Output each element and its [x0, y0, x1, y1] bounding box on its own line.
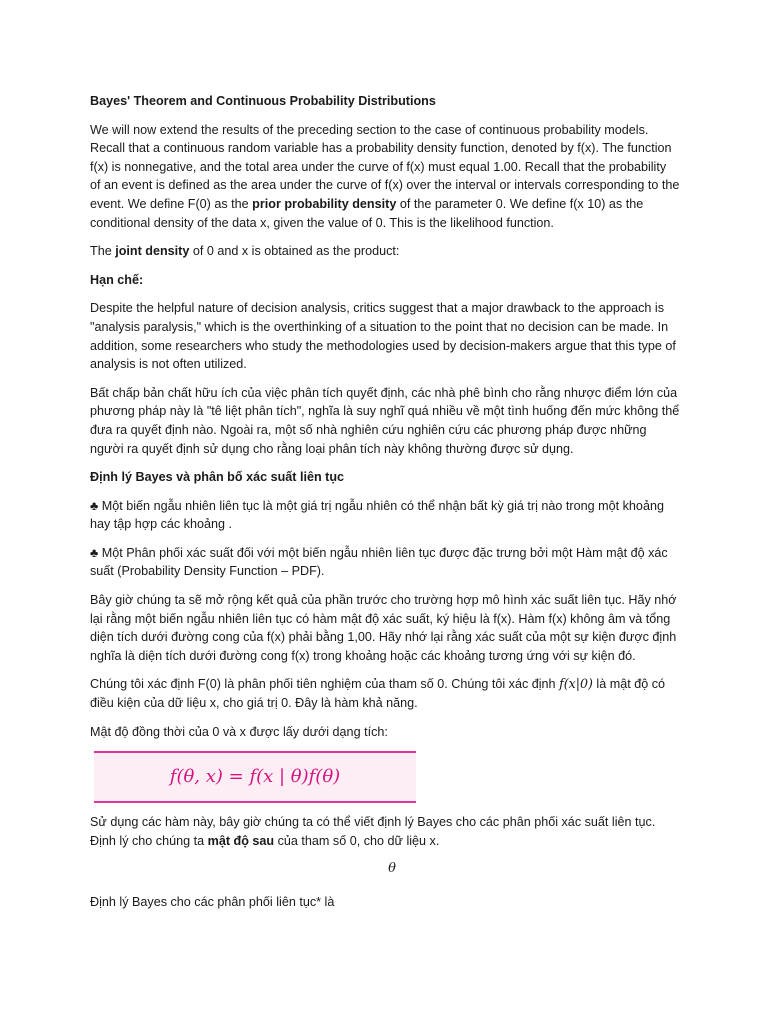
- intro-paragraph: [90, 121, 680, 233]
- prior-density-term: prior probability density: [252, 196, 397, 211]
- limitations-paragraph-vi: Bất chấp bản chất hữu ích của việc phân tích quyết định, các nhà phê bình cho rằng nhược điểm lớn của phương pháp này là "tê liệt phân tích", nghĩa là suy nghĩ quá nhiều về một tình huống đến mức không thể đưa ra quyết định nào. Ngoài ra, một số nhà nghiên cứu nghiên cứu các phương pháp được những người ra quyết định sử dụng cho rằng loại phân tích này không thường được sử dụng.: [90, 385, 680, 456]
- vi-joint-paragraph: Mật độ đồng thời của 0 và x được lấy dưới dạng tích:: [90, 724, 388, 739]
- limitations-heading: Hạn chế:: [90, 272, 144, 287]
- joint-text-b: of 0 and x is obtained as the product:: [189, 244, 400, 259]
- vi-bayes-paragraph: [90, 813, 680, 850]
- joint-density-paragraph: [90, 242, 680, 261]
- joint-text-a: The: [90, 244, 116, 259]
- section-title: Bayes' Theorem and Continuous Probability Distributions: [90, 94, 436, 108]
- vi-intro-paragraph: Bây giờ chúng ta sẽ mở rộng kết quả của phần trước cho trường hợp mô hình xác suất liên tục. Hãy nhớ lại rằng một biến ngẫu nhiên liên tục có hàm mật độ xác suất, ký hiệu là f(x). Hàm f(x) không âm và tổng diện tích dưới đường cong của f(x) phải bằng 1,00. Hãy nhớ lại rằng xác suất của một sự kiện được định nghĩa là diện tích dưới đường cong f(x) trong khoảng hoặc các khoảng tương ứng với sự kiện đó.: [90, 593, 677, 663]
- vi-bayes-continuous-line: Định lý Bayes cho các phân phối liên tục* là: [90, 895, 335, 909]
- vi-bayes-text-a: Sử dụng các hàm này, bây giờ chúng ta có thể viết định lý Bayes cho các phân phối xác suất liên tục. Định lý cho chúng ta: [90, 815, 656, 848]
- vi-definition-paragraph: [90, 675, 680, 712]
- joint-density-formula: f(θ, x) = f(x | θ)f(θ): [94, 751, 416, 803]
- limitations-paragraph-en: Despite the helpful nature of decision analysis, critics suggest that a major drawback to the approach is "analysis paralysis," which is the overthinking of a situation to the point that no decision can be made. In addition, some researchers who study the methodologies used by decision-makers argue that this type of analysis is not often utilized.: [90, 301, 676, 372]
- intro-text-a: We will now extend the results of the preceding section to the case of continuous probability models. Recall that a continuous random variable has a probability density function, denoted by f(x). The function f(x) is nonnegative, and the total area under the curve of f(x) must equal 1.00. Recall that the probability of an event is defined as the area under the curve of f(x) over the interval or intervals corresponding to the event. We define F(0) as the: [90, 122, 680, 211]
- posterior-density-term: mật độ sau: [207, 833, 275, 848]
- vi-def-text-b: là mật độ có điều kiện của dữ liệu x, cho giá trị 0. Đây là hàm khả năng.: [90, 677, 666, 711]
- intro-text-b: of the parameter 0. We define f(x 10) as the conditional density of the data x, given the value of 0. This is the likelihood function.: [90, 196, 644, 230]
- bullet-item-1: ♣ Một biến ngẫu nhiên liên tục là một giá trị ngẫu nhiên có thể nhận bất kỳ giá trị nào trong một khoảng hay tập hợp các khoảng .: [90, 498, 664, 532]
- vi-def-text-a: Chúng tôi xác định F(0) là phân phối tiên nghiệm của tham số 0. Chúng tôi xác định: [90, 677, 560, 692]
- joint-density-term: joint density: [115, 244, 190, 259]
- likelihood-notation: f(x|0): [559, 676, 593, 692]
- bullet-item-2: ♣ Một Phân phối xác suất đối với một biến ngẫu nhiên liên tục được đặc trưng bởi một Hàm mật độ xác suất (Probability Density Function – PDF).: [90, 545, 668, 579]
- theta-symbol: θ: [388, 861, 396, 877]
- vi-section-heading: Định lý Bayes và phân bố xác suất liên tục: [90, 470, 345, 485]
- vi-bayes-text-b: của tham số 0, cho dữ liệu x.: [274, 833, 440, 848]
